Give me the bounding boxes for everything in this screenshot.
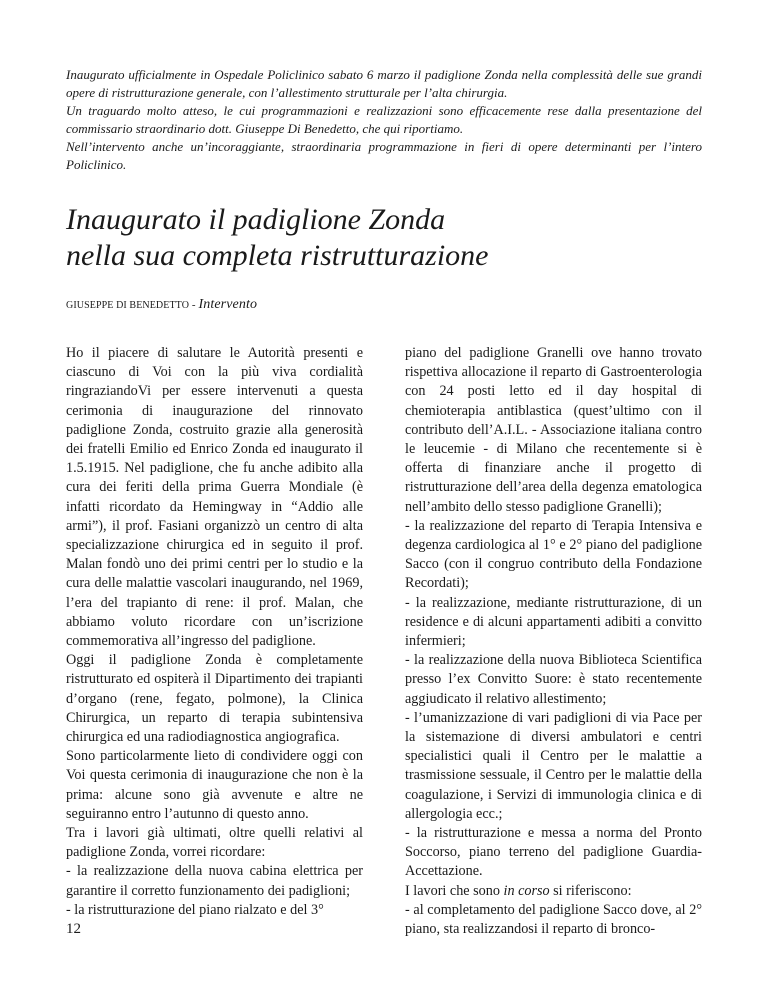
right-paragraph-5: - l’umanizzazione di vari padiglioni di via Pace per la sistemazione di diversi ambulatori e centri specialistici quali il Centro per le malattie a trasmissione sessuale, il Centro per le malattie della coagulazione, i Servizi di immunologia clinica e di allergologia ecc.; bbox=[405, 709, 702, 822]
right-paragraph-6: - la ristrutturazione e messa a norma del Pronto Soccorso, piano terreno del padiglione Guardia-Accettazione. bbox=[405, 825, 702, 880]
left-column bbox=[66, 344, 363, 920]
intro-line-1: Inaugurato ufficialmente in Ospedale Policlinico sabato 6 marzo il padiglione Zonda nella complessità delle sue grandi opere di ristrutturazione generale, con l’allestimento strutturale per l’alta chirurgia. bbox=[66, 67, 702, 100]
right-column bbox=[405, 344, 702, 939]
left-paragraph-6: - la ristrutturazione del piano rialzato e del 3° bbox=[66, 901, 324, 918]
article-title bbox=[66, 202, 706, 274]
in-progress-emphasis: in corso bbox=[503, 882, 550, 899]
article-title-line-2: nella sua completa ristrutturazione bbox=[66, 239, 489, 272]
page-number: 12 bbox=[66, 921, 81, 937]
in-progress-outro: si riferiscono: bbox=[549, 882, 632, 899]
right-paragraph-3: - la realizzazione, mediante ristrutturazione, di un residence e di alcuni appartamenti adibiti a convitto infermieri; bbox=[405, 594, 702, 650]
left-paragraph-1: Ho il piacere di salutare le Autorità presenti e ciascuno di Voi con la più viva cordialità ringraziandoVi per essere intervenuti a questa cerimonia di inaugurazione del rinnovato padiglione Zonda, costruito grazie alla generosità dei fratelli Emilio ed Enrico Zonda ed inaugurato il 1.5.1915. Nel padiglione, che fu anche adibito alla cura dei feriti della prima Guerra Mondiale (è infatti ricordato da Hemingway in “Addio alle armi”), il prof. Fasiani organizzò un centro di alta specializzazione chirurgica ed in seguito il prof. Malan fondò uno dei primi centri per lo studio e la cura delle malattie vascolari inaugurando, nel 1969, l’era del trapianto di rene: il prof. Malan, che abbiamo voluto ricordare con un’iscrizione commemorativa all’ingresso del padiglione. bbox=[66, 345, 363, 650]
intro-summary bbox=[66, 66, 702, 174]
left-paragraph-3: Sono particolarmente lieto di condividere oggi con Voi questa cerimonia di inaugurazione che non è la prima: alcune sono già avvenute e altre ne seguiranno entro l’autunno di questo anno. bbox=[66, 748, 363, 822]
byline bbox=[66, 297, 257, 314]
intro-line-2: Un traguardo molto atteso, le cui programmazioni e realizzazioni sono efficacemente rese dalla presentazione del commissario straordinario dott. Giuseppe Di Benedetto, che qui riportiamo. bbox=[66, 103, 702, 136]
right-paragraph-1: piano del padiglione Granelli ove hanno trovato rispettiva allocazione il reparto di Gastroenterologia con 24 posti letto ed il day hospital di chemioterapia antiblastica (quest’ultimo con il contributo dell’A.I.L. - Associazione italiana contro le leucemie - di Milano che recentemente si è offerta di finanziare anche il progetto di ristrutturazione dell’area della degenza ematologica nell’ambito dello stesso padiglione Granelli); bbox=[405, 345, 702, 515]
right-paragraph-7 bbox=[405, 882, 702, 901]
right-paragraph-8: - al completamento del padiglione Sacco dove, al 2° piano, sta realizzandosi il reparto di bronco- bbox=[405, 901, 702, 938]
section-label: Intervento bbox=[198, 297, 258, 312]
byline-separator: - bbox=[191, 299, 196, 311]
left-paragraph-4: Tra i lavori già ultimati, oltre quelli relativi al padiglione Zonda, vorrei ricordare: bbox=[66, 825, 363, 861]
article-title-line-1: Inaugurato il padiglione Zonda bbox=[66, 203, 446, 236]
in-progress-intro: I lavori che sono bbox=[405, 882, 504, 899]
left-paragraph-2: Oggi il padiglione Zonda è completamente ristrutturato ed ospiterà il Dipartimento dei trapianti d’organo (rene, fegato, polmone), la Clinica Chirurgica, un reparto di terapia subintensiva chirurgica ed una radiodiagnostica angiografica. bbox=[66, 652, 363, 746]
author-name: GIUSEPPE DI BENEDETTO bbox=[66, 300, 190, 311]
left-paragraph-5: - la realizzazione della nuova cabina elettrica per garantire il corretto funzionamento dei padiglioni; bbox=[66, 863, 363, 899]
intro-line-3: Nell’intervento anche un’incoraggiante, straordinaria programmazione in fieri di opere determinanti per l’intero Policlinico. bbox=[66, 139, 702, 172]
right-paragraph-2: - la realizzazione del reparto di Terapia Intensiva e degenza cardiologica al 1° e 2° piano del padiglione Sacco (con il congruo contributo della Fondazione Recordati); bbox=[405, 517, 702, 592]
right-paragraph-4: - la realizzazione della nuova Biblioteca Scientifica presso l’ex Convitto Suore: è stato recentemente aggiudicato il relativo allestimento; bbox=[405, 652, 702, 707]
